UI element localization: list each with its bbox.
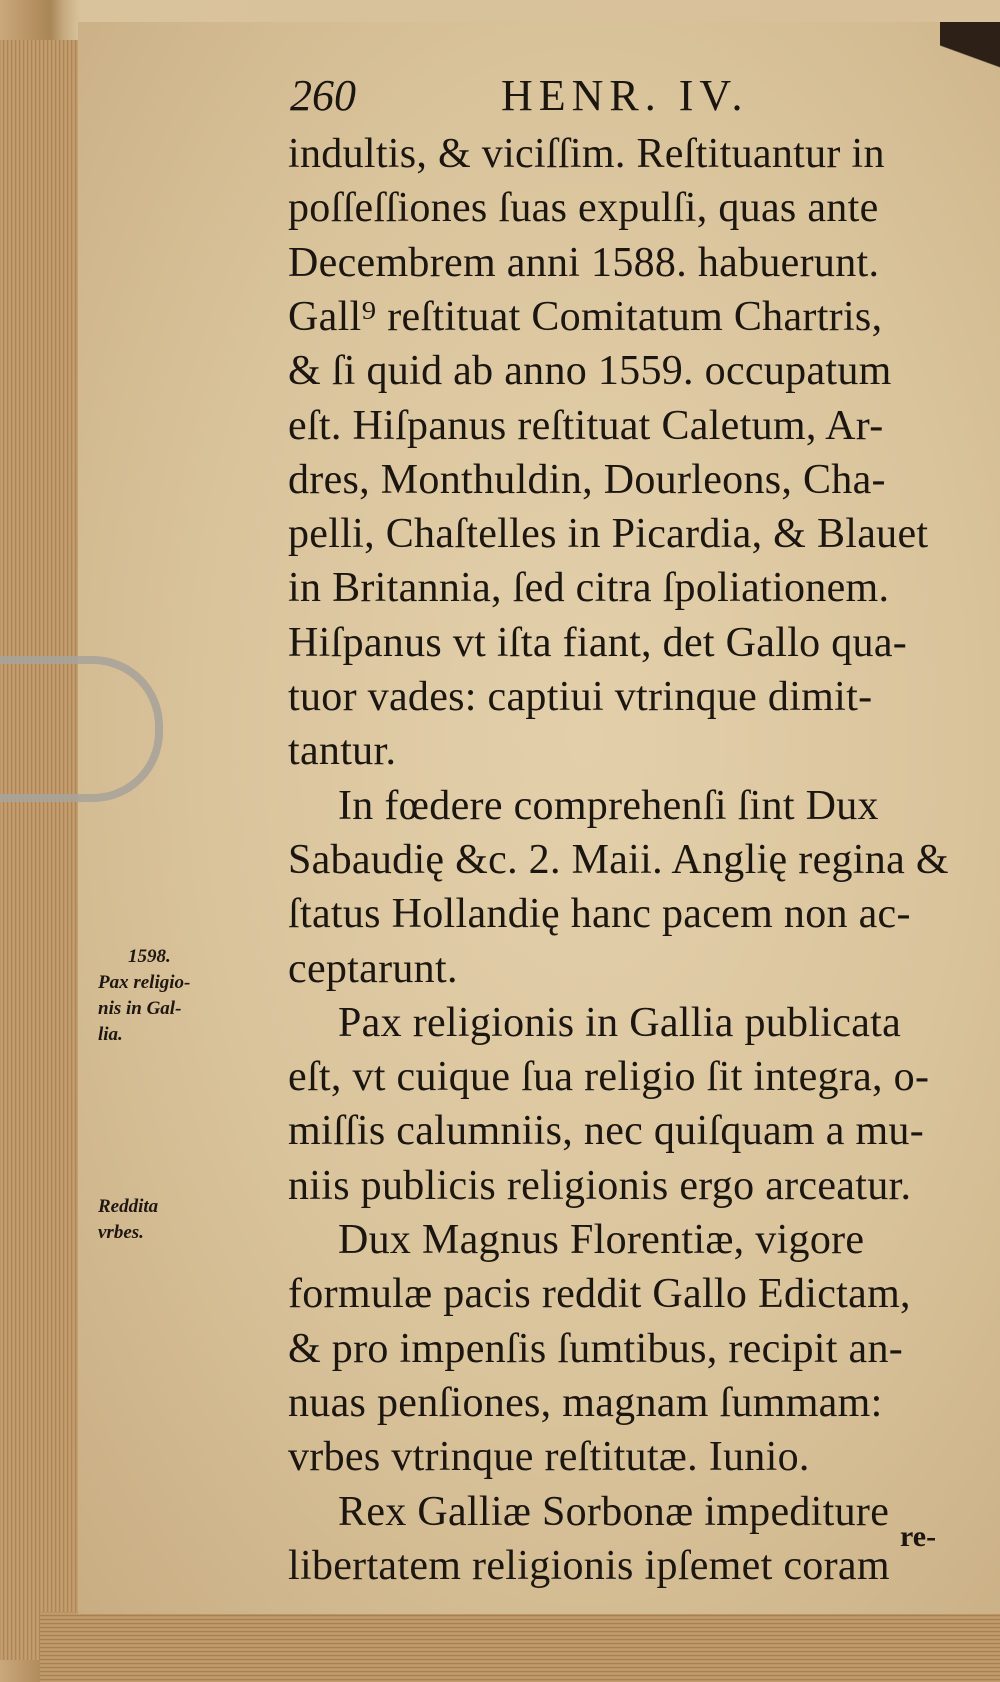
page-edges-bottom <box>40 1612 1000 1682</box>
text-line: ceptarunt. <box>288 945 458 992</box>
text-line: eſt. Hiſpanus reſtituat Caletum, Ar- <box>288 402 884 449</box>
text-line: ſtatus Hollandię hanc pacem non ac- <box>288 891 911 938</box>
running-header <box>290 70 890 121</box>
text-line: nuas penſiones, magnam ſummam: <box>288 1379 883 1426</box>
text-line: libertatem religionis ipſemet coram <box>288 1542 890 1589</box>
text-line: indultis, & viciſſim. Reſtituantur in <box>288 131 885 177</box>
text-line: Decembrem anni 1588. habuerunt. <box>288 239 880 286</box>
text-line: In fœdere comprehenſi ſint Dux <box>338 782 879 829</box>
margin-note-line: lia. <box>98 1024 123 1045</box>
margin-note-line: Pax religio- <box>98 972 191 993</box>
margin-note-pax <box>98 944 190 1048</box>
margin-note-reddita <box>98 1194 158 1246</box>
catchword: re- <box>900 1520 937 1553</box>
text-line: Sabaudię &c. 2. Maii. Anglię regina & <box>288 836 949 883</box>
text-line: Pax religionis in Gallia publicata <box>338 999 902 1046</box>
text-line: tuor vades: captiui vtrinque dimit- <box>288 674 873 720</box>
running-title: HENR. IV. <box>501 71 749 120</box>
margin-note-line: nis in Gal- <box>98 998 182 1019</box>
page-corner-shadow <box>940 22 1000 112</box>
text-line: in Britannia, ſed citra ſpoliationem. <box>288 565 890 612</box>
text-line: tantur. <box>288 728 397 775</box>
text-line: Gall⁹ reſtituat Comitatum Chartris, <box>288 293 883 340</box>
text-line: & ſi quid ab anno 1559. occupatum <box>288 348 892 395</box>
bookmark-clip <box>0 656 163 802</box>
margin-note-line: vrbes. <box>98 1222 144 1243</box>
text-line: Dux Magnus Florentiæ, vigore <box>338 1217 865 1263</box>
margin-note-line: Reddita <box>98 1196 159 1217</box>
page-number: 260 <box>290 71 356 120</box>
text-line: miſſis calumniis, nec quiſquam a mu- <box>288 1108 925 1155</box>
text-line: eſt, vt cuique ſua religio ſit integra, o- <box>288 1054 930 1101</box>
text-line: poſſeſſiones ſuas expulſi, quas ante <box>288 185 879 232</box>
text-line: vrbes vtrinque reſtitutæ. Iunio. <box>288 1434 810 1481</box>
text-line: niis publicis religionis ergo arceatur. <box>288 1162 912 1209</box>
text-line: Rex Galliæ Sorbonæ impediture <box>338 1488 890 1535</box>
text-line: & pro impenſis ſumtibus, recipit an- <box>288 1325 904 1372</box>
text-line: Hiſpanus vt iſta fiant, det Gallo qua- <box>288 619 908 666</box>
text-line: dres, Monthuldin, Dourleons, Cha- <box>288 456 886 503</box>
page-edges-left <box>0 40 82 1660</box>
text-line: pelli, Chaſtelles in Picardia, & Blauet <box>288 511 929 558</box>
margin-note-line: 1598. <box>128 946 171 967</box>
text-line: formulæ pacis reddit Gallo Edictam, <box>288 1271 911 1318</box>
